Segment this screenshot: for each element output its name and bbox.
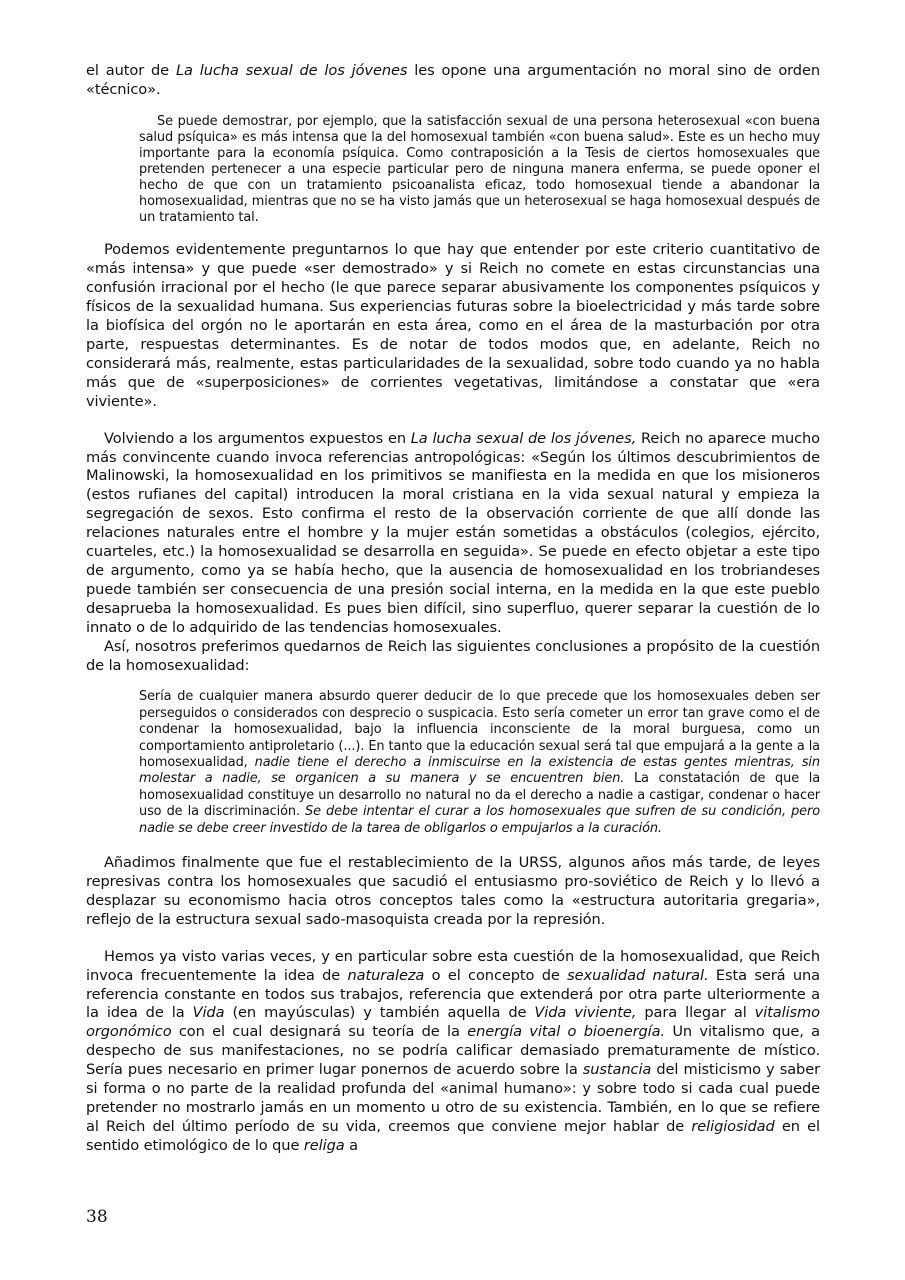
paragraph-3: Así, nosotros preferimos quedarnos de Reich las siguientes conclusiones a propósito de la cuestión de la homosexualidad: — [86, 637, 820, 674]
text-span: (en mayúsculas) y también aquella de — [224, 1004, 535, 1022]
italic-term: sexualidad natural. — [567, 966, 709, 984]
text-span: les opone una argumentación no moral sino de orden «técnico». — [86, 62, 820, 98]
book-title-italic: La lucha sexual de los jóvenes, — [410, 429, 637, 447]
quote-text: Se puede demostrar, por ejemplo, que la satisfacción sexual de una persona heterosexual «con buena salud psíquica» es más intensa que la del homosexual también «con buena salud». Este es un hecho muy importante para la economía psíquica. Como contraposición a la Tesis de ciertos homosexuales que pretenden pertenecer a una especie particular pero de ninguna manera enferma, se puede oponer el hecho de que con un tratamiento psicoanalista eficaz, todo homosexual tiende a abandonar la homosexualidad, mientras que no se ha visto jamás que un heterosexual se haga homosexual después de un tratamiento tal. — [139, 113, 820, 226]
italic-term: Vida — [192, 1004, 225, 1022]
block-quote-1 — [139, 114, 820, 227]
text-span: o el concepto de — [424, 966, 568, 984]
text-span: a — [344, 1136, 358, 1154]
text-span: Hemos ya visto varias veces, y en particular sobre esta cuestión de la homosexualidad, que Reich invoca frecuentemente la idea de — [86, 947, 820, 984]
italic-term: sustancia — [582, 1061, 652, 1079]
text-span: con el cual designará su teoría de la — [171, 1023, 468, 1041]
text-span: para llegar al — [636, 1004, 755, 1022]
quote-italic: nadie tiene el derecho a inmiscuirse en la existencia de estas gentes mientras, sin molestar a nadie, se organicen a su manera y se encuentren bien. — [139, 755, 820, 787]
paragraph-intro — [86, 62, 820, 100]
paragraph-5 — [86, 948, 820, 1156]
text-span: Un vitalismo que, a despecho de sus manifestaciones, no se podría calificar demasiado prematuramente de místico. Sería pues necesario en primer lugar ponernos de acuerdo sobre la — [86, 1023, 821, 1079]
quote-italic: Se debe intentar el curar a los homosexuales que sufren de su condición, pero nadie se debe creer investido de la tarea de obligarlos o empujarlos a la curación. — [139, 804, 820, 836]
quote-text: La constatación de que la homosexualidad constituye un desarrollo no natural no da el derecho a nadie a castigar, condenar o hacer uso de la discriminación. — [139, 771, 820, 820]
italic-term: energía vital o bioenergía. — [467, 1023, 665, 1041]
paragraph-4: Añadimos finalmente que fue el restablecimiento de la URSS, algunos años más tarde, de leyes represivas contra los homosexuales que sacudió el entusiasmo pro-soviético de Reich y lo llevó a desplazar su economismo hacia otros conceptos tales como la «estructura autoritaria gregaria», reflejo de la estructura sexual sado-masoquista creada por la represión. — [86, 854, 820, 928]
paragraph-1: Podemos evidentemente preguntarnos lo que hay que entender por este criterio cuantitativo de «más intensa» y que puede «ser demostrado» y si Reich no comete en estas circunstancias una confusión irracional por el hecho (le que parece separar abusivamente los componentes psíquicos y físicos de la sexualidad humana. Sus experiencias futuras sobre la bioelectricidad y más tarde sobre la biofísica del orgón no le aportarán en esta área, como en el área de la masturbación por otra parte, respuestas determinantes. Es de notar de todos modos que, en adelante, Reich no considerará más, realmente, estas particularidades de la sexualidad, sobre todo cuando ya no habla más que de «superposiciones» de corrientes vegetativas, limitándose a constatar que «era viviente». — [86, 241, 820, 410]
text-span: en el sentido etimológico de lo que — [86, 1117, 820, 1154]
italic-term: vitalismo orgonómico — [86, 1004, 820, 1041]
quote-text: Sería de cualquier manera absurdo querer deducir de lo que precede que los homosexuales deben ser perseguidos o considerados con desprecio o suspicacia. Esto sería cometer un error tan grave como el de condenar la homosexualidad, bajo la influencia inconsciente de la moral burguesa, como un comportamiento antiproletario (...). En tanto que la educación sexual será tal que empujará a la gente a la homosexualidad, — [139, 689, 820, 771]
block-quote-2 — [139, 689, 820, 837]
italic-term: Vida viviente, — [534, 1004, 637, 1022]
text-span: del misticismo y saber si forma o no parte de la realidad profunda del «animal humano»: y sobre todo si cada cual puede pretender no mostrarlo jamás en un momento u otro de su existencia. También, en lo que se refiere al Reich del último período de su vida, creemos que conviene mejor hablar de — [86, 1061, 820, 1135]
text-span: Esta será una referencia constante en todos sus trabajos, referencia que extenderá por otra parte ulteriormente a la idea de la — [86, 966, 821, 1022]
paragraph-2 — [86, 430, 820, 638]
italic-term: religa — [303, 1136, 345, 1154]
italic-term: naturaleza — [347, 966, 425, 984]
page-number: 38 — [86, 1207, 108, 1227]
text-span: el autor de — [86, 62, 176, 79]
text-span: Reich no aparece mucho más convincente cuando invoca referencias antropológicas: «Según los últimos descubrimientos de Malinowski, la homosexualidad en los primitivos se manifiesta en la medida en que los misioneros (estos rufianes del capital) introducen la moral cristiana en la vida sexual natural y empieza la segregación de sexos. Esto confirma el resto de la observación corriente de que allí donde las relaciones naturales entre el hombre y la mujer están sometidas a obstáculos (colegios, ejército, cuarteles, etc.) la homosexualidad se desarrolla en seguida». Se puede en efecto objetar a este tipo de argumento, como ya se había hecho, que la ausencia de homosexualidad en los trobriandeses puede también ser consecuencia de una presión social interna, en la medida en la que este pueblo desaprueba la homosexualidad. Es pues bien difícil, sino superfluo, querer separar la cuestión de lo innato o de lo adquirido de las tendencias homosexuales. — [86, 429, 820, 636]
text-span: Volviendo a los argumentos expuestos en — [104, 429, 411, 447]
book-title-italic: La lucha sexual de los jóvenes — [175, 62, 408, 79]
page-body — [86, 62, 820, 1156]
italic-term: religiosidad — [691, 1117, 775, 1135]
